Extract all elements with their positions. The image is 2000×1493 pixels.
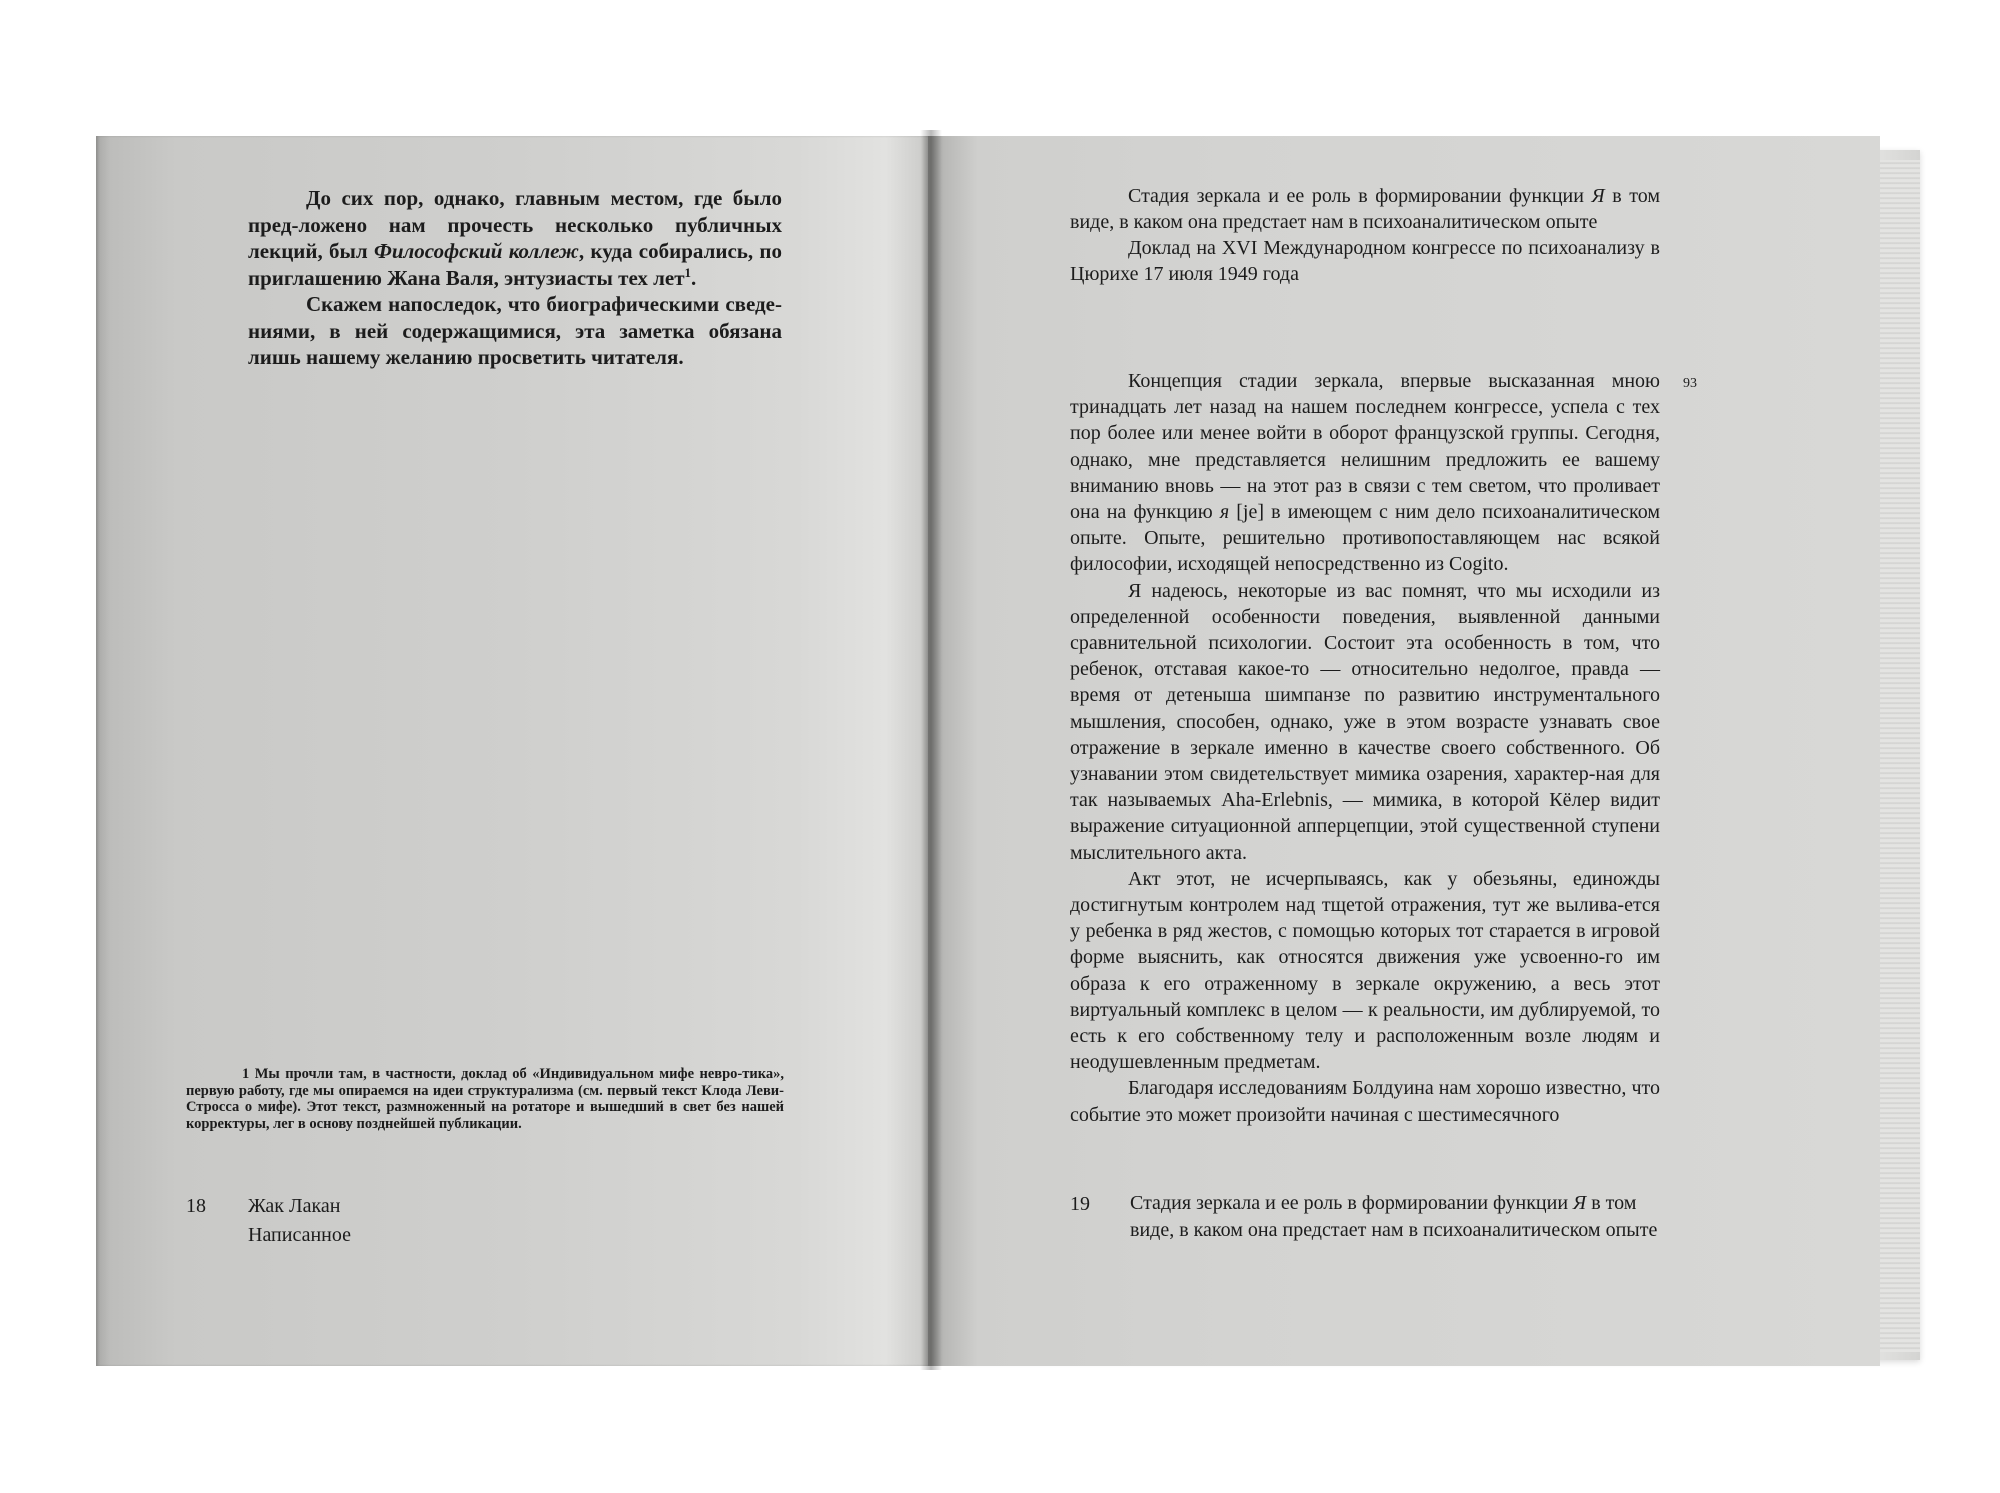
right-paragraph-1: Концепция стадии зеркала, впервые высказанная мною тринадцать лет назад на нашем последнем конгрессе, успела с тех пор более или менее войти в оборот французской группы. Сегодня, однако, мне представляется нелишним предложить ее вашему вниманию вновь — на этот раз в связи с тем светом, что проливает она на функцию я [je] в имеющем с ним дело психоаналитическом опыте. Опыте, решительно противопоставляющем нас всякой философии, исходящей непосредственно из Cogito.: [1070, 370, 1660, 576]
left-paragraph-2: Скажем напоследок, что биографическими сведе-ниями, в ней содержащимися, эта заметка обязана лишь нашему желанию просветить читателя.: [248, 292, 782, 369]
left-page-number: 18: [186, 1195, 206, 1217]
left-footnote: [186, 1066, 784, 1132]
page-stack-edge: [1880, 160, 1920, 1352]
chapter-title: Стадия зеркала и ее роль в формировании функции Я в том виде, в каком она предстает нам в психоаналитическом опыте: [1070, 185, 1660, 233]
margin-page-number: 93: [1683, 376, 1697, 391]
left-paragraph-1: До сих пор, однако, главным местом, где было пред-ложено нам прочесть несколько публичных лекций, был Философский коллеж, куда собирались, по приглашению Жана Валя, энтузиасты тех лет$^1$.: [248, 186, 782, 290]
right-page-number: 19: [1070, 1193, 1090, 1215]
footnote-ref: 1: [684, 264, 692, 280]
book-gutter: [920, 130, 942, 1370]
left-body-text: [248, 185, 782, 371]
right-running-title: Стадия зеркала и ее роль в формировании функции Я в том виде, в каком она предстает нам в психоаналитическом опыте: [1130, 1192, 1658, 1241]
chapter-header: [1070, 183, 1660, 287]
footnote-text: 1 Мы прочли там, в частности, доклад об «Индивидуальном мифе невро-тика», первую работу, где мы опираемся на идеи структурализма (см. первый текст Клода Леви-Стросса о мифе). Этот текст, размноженный на ротаторе и вышедший в свет без нашей корректуры, лег в основу позднейшей публикации.: [186, 1066, 784, 1132]
right-paragraph-4: Благодаря исследованиям Болдуина нам хорошо известно, что событие это может произойти начиная с шестимесячного: [1070, 1077, 1660, 1126]
right-paragraph-3: Акт этот, не исчерпываясь, как у обезьяны, единожды достигнутым контролем над тщетой отражения, тут же вылива-ется у ребенка в ряд жестов, с помощью которых тот старается в игровой форме выяснить, как относятся движения уже усвоенно-го им образа к его отраженному в зеркале окружению, а весь этот виртуальный комплекс в целом — к реальности, им дублируемой, то есть к его собственному телу и расположенным возле людям и неодушевленным предметам.: [1070, 867, 1660, 1074]
right-paragraph-2: Я надеюсь, некоторые из вас помнят, что мы исходили из определенной особенности поведения, выявленной данными сравнительной психологии. Состоит эта особенность в том, что ребенок, отставая какое-то — относительно недолгое, правда — время от детеныша шимпанзе по развитию инструментального мышления, способен, однако, уже в этом возрасте узнавать свое отражение в зеркале именно в качестве своего собственного. Об узнавании этом свидетельствует мимика озарения, характер-ная для так называемых Aha-Erlebnis, — мимика, в которой Кёлер видит выражение ситуационной апперцепции, этой существенной ступени мыслительного акта.: [1070, 579, 1660, 864]
chapter-subtitle: Доклад на XVI Международном конгрессе по психоанализу в Цюрихе 17 июля 1949 года: [1070, 237, 1660, 285]
italic-term: Философский коллеж: [373, 239, 579, 263]
left-running-title: Написанное: [248, 1224, 351, 1246]
left-running-author: Жак Лакан: [248, 1195, 341, 1217]
right-body-text: [1070, 368, 1660, 1128]
